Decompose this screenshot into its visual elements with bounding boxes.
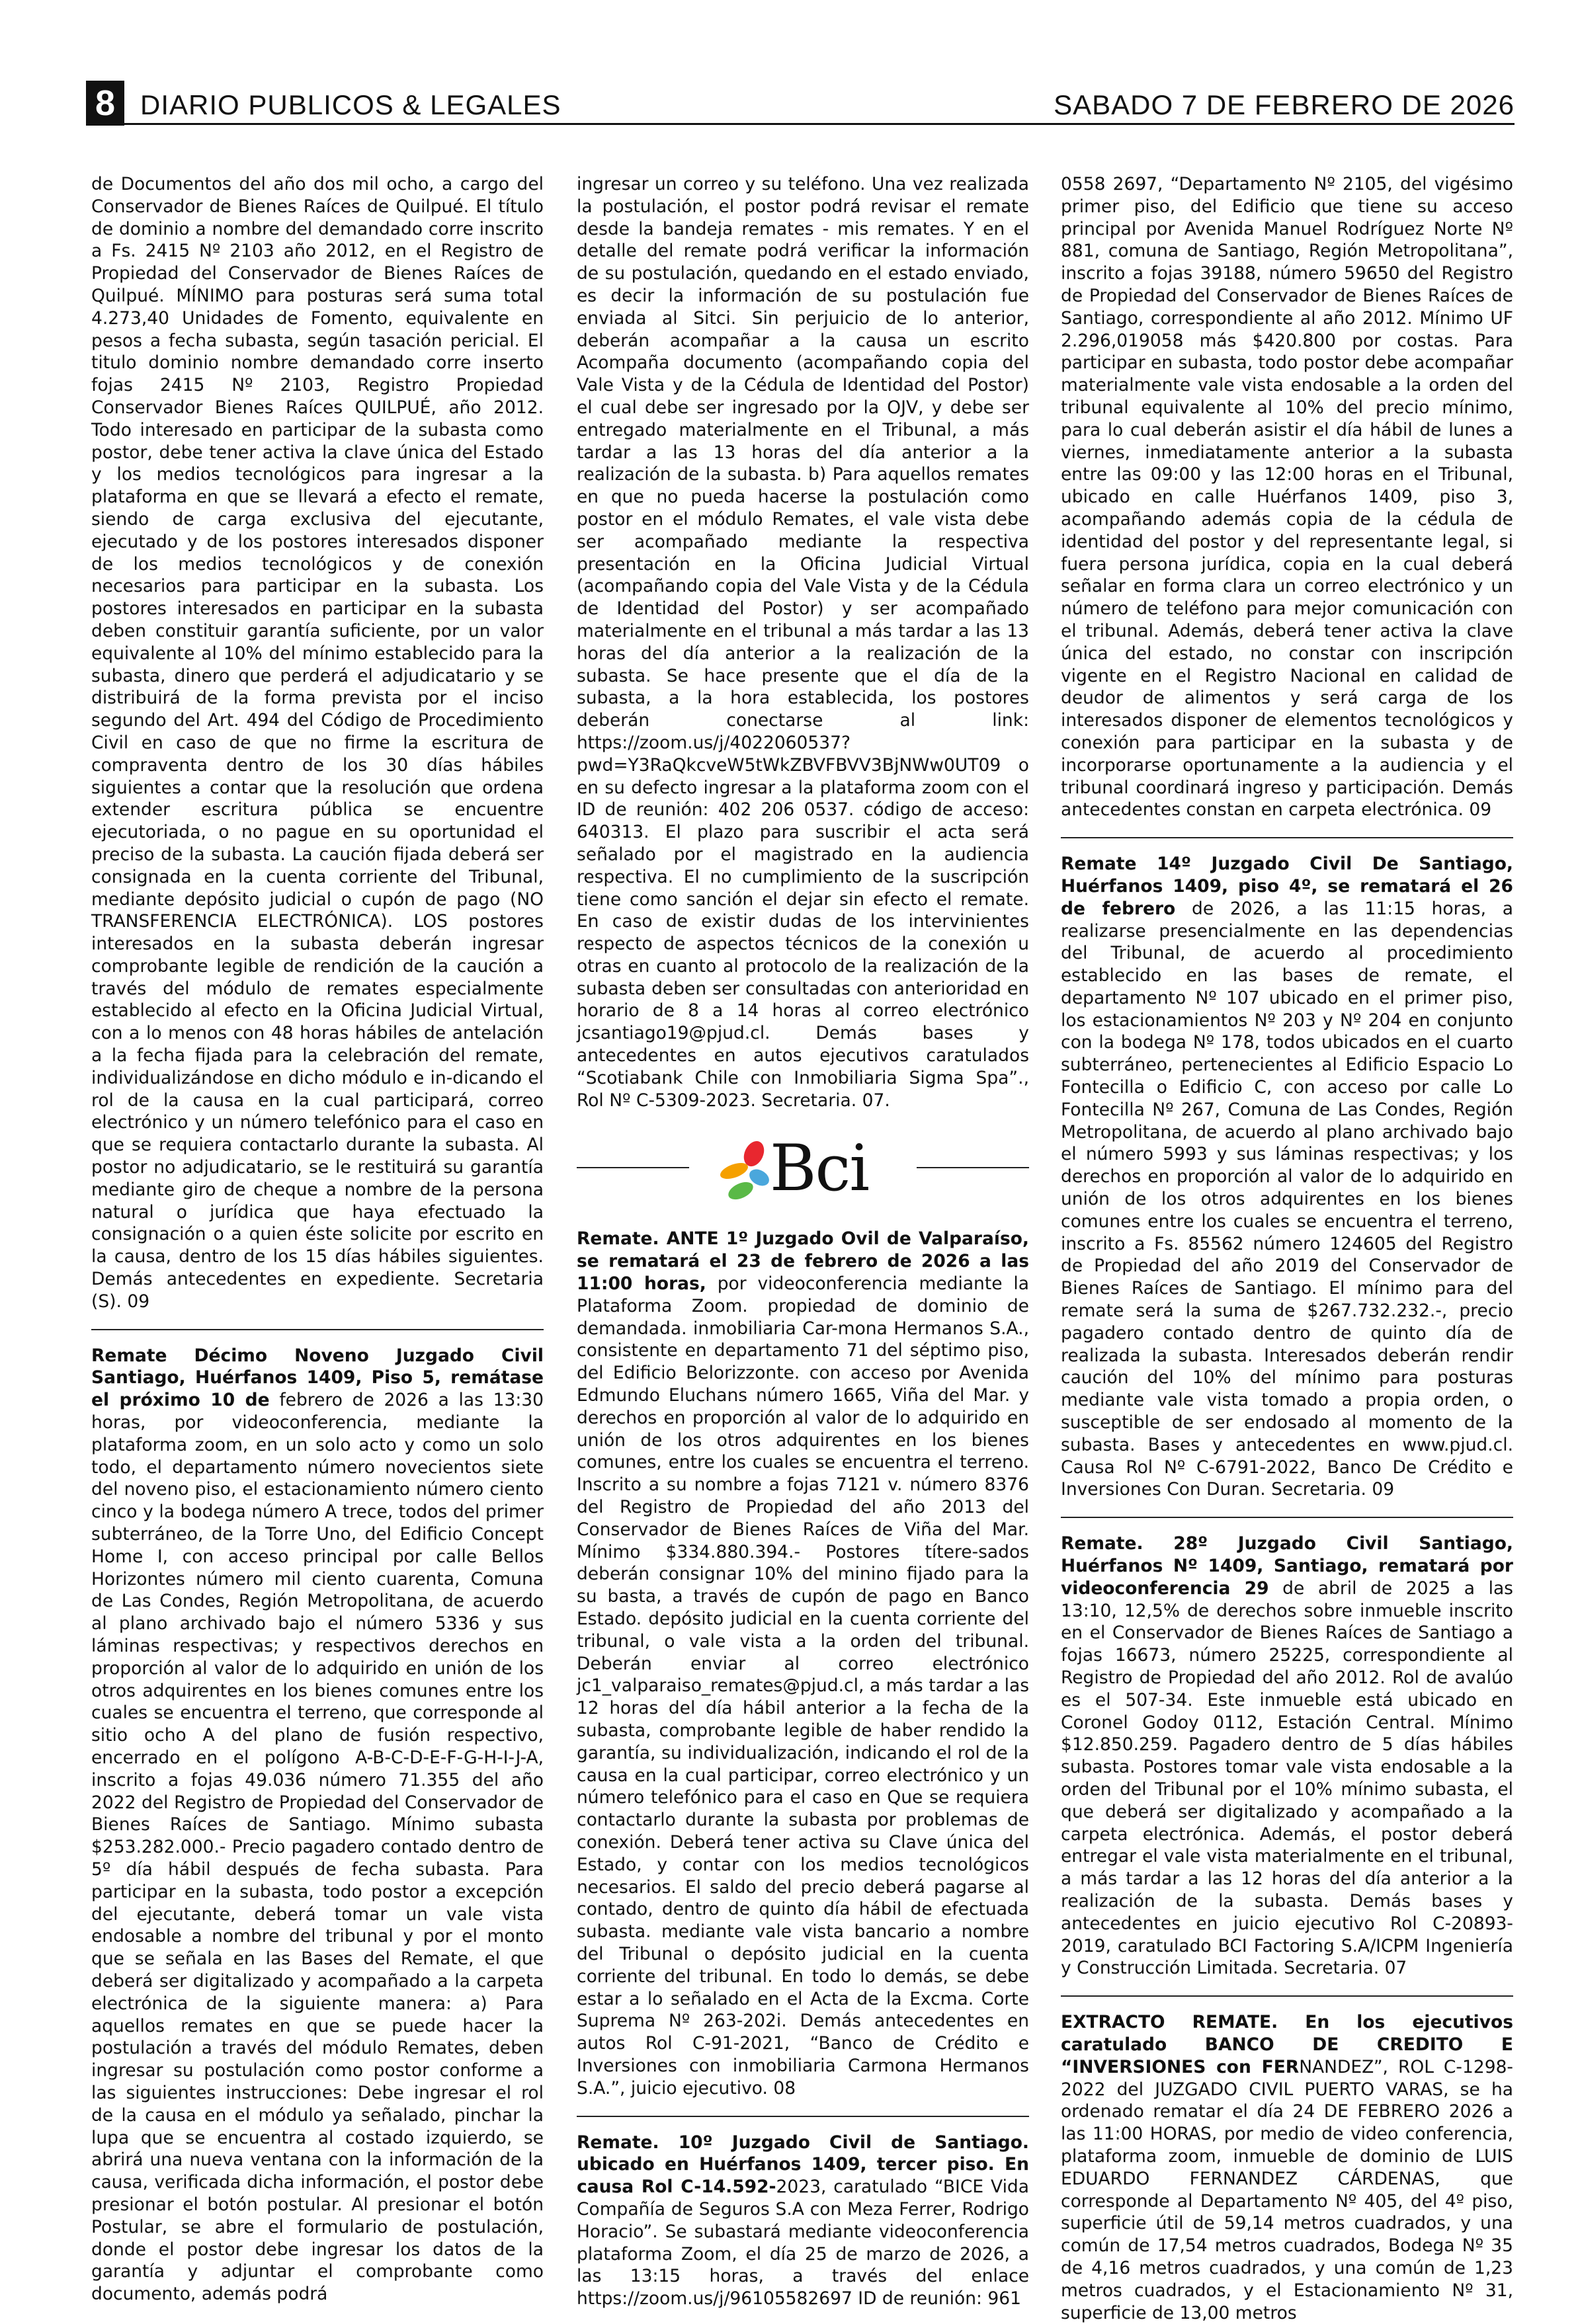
notice-divider bbox=[577, 2116, 1029, 2117]
column-1 bbox=[91, 173, 544, 2305]
notice-heading: Remate Décimo Noveno Juzgado Civil Santiago, Huérfanos 1409, Piso 5, remátase el próximo 10 de bbox=[91, 1345, 544, 1411]
notice-quilpue-continued: de Documentos del año dos mil ocho, a cargo del Conservador de Bienes Raíces de Quilpué. El título de dominio a nombre del demandado corre inscrito a Fs. 2415 Nº 2103 año 2012, en el Registro de Propiedad del Conservador de Bienes Raíces de Quilpué. MÍNIMO para posturas será suma total 4.273,40 Unidades de Fomento, equivalente en pesos a fecha subasta, según tasación pericial. El titulo dominio nombre demandado corre inserto fojas 2415 Nº 2103, Registro Propiedad Conservador Bienes Raíces QUILPUÉ, año 2012. Todo interesado en participar de la subasta como postor, debe tener activa la clave única del Estado y los medios tecnológicos para ingresar a la plataforma en que se llevará a efecto el remate, siendo de carga exclusiva del ejecutante, ejecutado y de los postores interesados disponer de los medios tecnológicos y de conexión necesarios para participar en la subasta. Los postores interesados en participar en la subasta deben constituir garantía suficiente, por un valor equivalente al 10% del mínimo establecido para la subasta, dinero que perderá el adjudicatario y se distribuirá de la forma prevista por el inciso segundo del Art. 494 del Código de Procedimiento Civil en caso de que no firme la escritura de compraventa dentro de los 30 días hábiles siguientes a contar que la resolución que ordena extender escritura pública se encuentre ejecutoriada, o no pague en su oportunidad el preciso de la subasta. La caución fijada deberá ser consignada en la cuenta corriente del Tribunal, mediante depósito judicial o cupón de pago (NO TRANSFERENCIA ELECTRÓNICA). LOS postores interesados en la subasta deberán ingresar comprobante legible de rendición de la caución a través del módulo de remates especialmente establecido al efecto en la Oficina Judicial Virtual, con a lo menos con 48 horas hábiles de antelación a la fecha fijada para la celebración del remate, individualizándose en dicho módulo e in-dicando el rol de la causa en la cual participará, correo electrónico y un número telefónico para el caso en que se requiera contactarlo durante la subasta. Al postor no adjudicatario, se le restituirá su garantía mediante giro de cheque a nombre de la persona natural o jurídica que haya efectuado la consignación o a quien éste solicite por escrito en la causa, dentro de los 15 días hábiles siguientes. Demás antecedentes en expediente. Secretaria (S). 09 bbox=[91, 174, 544, 1312]
logo-rule-left bbox=[577, 1167, 689, 1168]
notice-19-juzgado-santiago bbox=[91, 1345, 544, 2305]
notice-10-juzgado-santiago bbox=[577, 2132, 1029, 2310]
notice-divider bbox=[1061, 1995, 1513, 1997]
logo-rule-right bbox=[917, 1167, 1029, 1168]
bci-logo-text: Bci bbox=[770, 1131, 869, 1206]
notice-heading: Remate. 28º Juzgado Civil Santiago, Huérfanos Nº 1409, Santiago, rematará por videoconferencia 29 bbox=[1061, 1533, 1513, 1599]
notice-28-juzgado-santiago bbox=[1061, 1533, 1513, 1980]
column-2 bbox=[577, 173, 1029, 2309]
bci-mark-icon bbox=[717, 1130, 776, 1207]
notice-body: de 2026, a las 11:15 horas, a realizarse presencialmente en las dependencias del Tribunal, de acuerdo al procedimiento establecido en las bases de remate, el departamento Nº 107 ubicado en el primer piso, los estacionamientos Nº 203 y Nº 204 en conjunto con la bodega Nº 178, todos ubicados en el cuarto subterráneo, pertenecientes al Edificio Espacio Lo Fontecilla o Edificio C, con acceso por calle Lo Fontecilla Nº 267, Comuna de Las Condes, Región Metropolitana, de acuerdo al plano archivado bajo el número 5993 y sus láminas respectivas; y los derechos en proporción al valor de lo adquirido en unión de los otros adquirentes en los bienes comunes entre los cuales se encuentra el terreno, inscrito a Fs. 85562 número 124605 del Registro de Propiedad del año 2019 del Conservador de Bienes Raíces de Santiago. El mínimo para del remate será la suma de $267.732.232.-, precio pagadero contado dentro de quinto día de realizada la subasta. Interesados deberán rendir caución del 10% del mínimo para posturas mediante vale vista tomado a propia orden, o susceptible de ser endosado al momento de la subasta. Bases y antecedentes en www.pjud.cl. Causa Rol Nº C-6791-2022, Banco De Crédito e Inversiones Con Duran. Secretaria. 09 bbox=[1061, 898, 1513, 1500]
notice-14-juzgado-santiago bbox=[1061, 853, 1513, 1501]
notice-heading: Remate. ANTE 1º Juzgado Ovil de Valparaíso, se rematará el 23 de febrero de 2026 a las 11:00 horas, bbox=[577, 1228, 1029, 1295]
notice-divider bbox=[91, 1329, 544, 1330]
page-header bbox=[86, 85, 1515, 125]
page-number: 8 bbox=[86, 81, 124, 126]
bci-ad bbox=[577, 1125, 1029, 1211]
notice-body: febrero de 2026 a las 13:30 horas, por videoconferencia, mediante la plataforma zoom, en un solo acto y como un solo todo, el departamento número novecientos siete del noveno piso, el estacionamiento número ciento cinco y la bodega número A trece, todos del primer subterráneo, de la Torre Uno, del Edificio Concept Home I, con acceso principal por calle Bellos Horizontes número mil ciento cuarenta, Comuna de Las Condes, Región Metropolitana, de acuerdo al plano archivado bajo el número 5336 y sus láminas respectivas; y respectivos derechos en proporción al valor de lo adquirido en unión de los otros adquirentes en los bienes comunes entre los cuales se encuentra el terreno, que corresponde al sitio ocho A del plano de fusión respectivo, encerrado en el polígono A-B-C-D-E-F-G-H-I-J-A, inscrito a fojas 49.036 número 71.355 del año 2022 del Registro de Propiedad del Conservador de Bienes Raíces de Santiago. Mínimo subasta $253.282.000.- Precio pagadero contado dentro de 5º día hábil después de fecha subasta. Para participar en la subasta, todo postor a excepción del ejecutante, deberá tomar un vale vista endosable a nombre del tribunal y por el monto que se señala en las Bases del Remate, el que deberá ser digitalizado y acompañado a la carpeta electrónica de la siguiente manera: a) Para aquellos remates en que se puede hacer la postulación a través del módulo Remates, deben ingresar su postulación como postor conforme a las siguientes instrucciones: Debe ingresar el rol de la causa en el módulo ya señalado, pinchar la lupa que se encuentra al costado izquierdo, se abrirá una nueva ventana con la información de la causa, verificada dicha información, el postor debe presionar el botón postular. Al presionar el botón Postular, se abre el formulario de postulación, donde el postor debe ingresar los datos de la garantía y adjuntar el comprobante como documento, además podrá bbox=[91, 1390, 544, 2305]
notice-bice-continued: 0558 2697, “Departamento Nº 2105, del vigésimo primer piso, del Edificio que tiene su acceso principal por Avenida Manuel Rodríguez Norte Nº 881, comuna de Santiago, Región Metropolitana”, inscrito a fojas 39188, número 59650 del Registro de Propiedad del Conservador de Bienes Raíces de Santiago, correspondiente al año 2012. Mínimo UF 2.296,019058 más $420.800 por costas. Para participar en subasta, todo postor debe acompañar materialmente vale vista endosable a la orden del tribunal equivalente al 10% del precio mínimo, para lo cual deberán asistir el día hábil de lunes a viernes, inmediatamente anterior a la subasta entre las 09:00 y las 12:00 horas en el Tribunal, ubicado en calle Huérfanos 1409, piso 3, acompañando además copia de la cédula de identidad del postor y del representante legal, si fuera persona jurídica, copia en la cual deberá señalar en forma clara un correo electrónico y un número de teléfono para mejor comunicación con el tribunal. Además, deberá tener activa la clave única del estado, no constar con inscripción vigente en el Registro Nacional en calidad de deudor de alimentos y será carga de los interesados disponer de elementos tecnológicos y conexión para participar en la subasta y de incorporarse oportunamente a la audiencia y el tribunal coordinará ingreso y participación. Demás antecedentes constan en carpeta electrónica. 09 bbox=[1061, 174, 1513, 821]
notice-body: por videoconferencia mediante la Plataforma Zoom. propiedad de dominio de demandada. inmobiliaria Car-mona Hermanos S.A., consistente en departamento 71 del séptimo piso, del Edificio Belorizzonte. con acceso por Avenida Edmundo Eluchans número 1665, Viña del Mar. y derechos en proporción al valor de lo adquirido en unión de los otros adquirentes en los bienes comunes, entre los cuales se encuentra el terreno. Inscrito a su nombre a fojas 7121 v. número 8376 del Registro de Propiedad del año 2013 del Conservador de Bienes Raíces de Viña del Mar. Mínimo $334.880.394.- Postores títere-sados deberán consignar 10% del minino fijado para la su basta, a través de cupón de pago en Banco Estado. depósito judicial en la cuenta corriente del tribunal, o vale vista a la orden del tribunal. Deberán enviar al correo electrónico jc1_valparaiso_remates@pjud.cl, a más tardar a las 12 horas del día hábil anterior a la fecha de la subasta, comprobante legible de haber rendido la garantía, su individualización, indicando el rol de la causa en la cual participar, correo electrónico y un número telefónico para el caso en Que se requiera contactarlo durante la subasta por problemas de conexión. Deberá tener activa su Clave única del Estado, y contar con los medios tecnológicos necesarios. El saldo del precio deberá pagarse al contado, dentro de quinto día hábil de efectuada subasta. mediante vale vista bancario a nombre del Tribunal o depósito judicial en la cuenta corriente del tribunal. En todo lo demás, se debe estar a lo señalado en el Acta de la Excma. Corte Suprema Nº 263-202i. Demás antecedentes en autos Rol C-91-2021, “Banco de Crédito e Inversiones con inmobiliaria Carmona Hermanos S.A.”, juicio ejecutivo. 08 bbox=[577, 1273, 1029, 2099]
publication-name: DIARIO PUBLICOS & LEGALES bbox=[140, 89, 561, 120]
notice-body: 2023, caratulado “BICE Vida Compañía de Seguros S.A con Meza Ferrer, Rodrigo Horacio”. Se subastará mediante videoconferencia plataforma Zoom, el día 25 de marzo de 2026, a las 13:15 horas, a través del enlace https://zoom.us/j/96105582697 ID de reunión: 961 bbox=[577, 2177, 1029, 2309]
notice-divider bbox=[1061, 837, 1513, 838]
notice-body: NANDEZ”, ROL C-1298-2022 del JUZGADO CIVIL PUERTO VARAS, se ha ordenado rematar el día 24 DE FEBRERO 2026 a las 11:00 HORAS, por medio de video conferencia, plataforma zoom, inmueble de dominio de LUIS EDUARDO FERNANDEZ CÁRDENAS, que corresponde al Departamento Nº 405, del 4º piso, superficie útil de 59,14 metros cuadrados, y una común de 17,54 metros cuadrados, Bodega Nº 35 de 4,16 metros cuadrados, y una común de 1,23 metros cuadrados, y el Estacionamiento Nº 31, superficie de 13,00 metros bbox=[1061, 2056, 1513, 2323]
bci-logo bbox=[717, 1130, 889, 1207]
notice-body: de abril de 2025 a las 13:10, 12,5% de derechos sobre inmueble inscrito en el Conservador de Bienes Raíces de Santiago a fojas 16673, número 25225, correspondiente al Registro de Propiedad del año 2012. Rol de avalúo es el 507-34. Este inmueble está ubicado en Coronel Godoy 0112, Estación Central. Mínimo $12.850.259. Pagadero dentro de 5 días hábiles subasta. Postores tomar vale vista endosable a la orden del Tribunal por el 10% mínimo subasta, el que deberá ser digitalizado y acompañado a la carpeta electrónica. Además, el postor deberá entregar el vale vista materialmente en el tribunal, a más tardar a las 12 horas del día anterior a la realización de la subasta. Demás bases y antecedentes en juicio ejecutivo Rol C-20893-2019, caratulado BCI Factoring S.A/ICPM Ingeniería y Construcción Limitada. Secretaria. 07 bbox=[1061, 1578, 1513, 1979]
notice-extracto-puerto-varas bbox=[1061, 2011, 1513, 2324]
notice-heading: Remate 14º Juzgado Civil De Santiago, Huérfanos 1409, piso 4º, se rematará el 26 de febrero bbox=[1061, 854, 1513, 919]
column-3 bbox=[1061, 173, 1513, 2323]
notice-scotiabank-continued: ingresar un correo y su teléfono. Una vez realizada la postulación, el postor podrá revisar el remate desde la bandeja remates - mis remates. Y en el detalle del remate podrá verificar la información de su postulación, quedando en el estado enviado, es decir la información de su postulación fue enviada al Sitci. Sin perjuicio de lo anterior, deberán acompañar a la causa un escrito Acompaña documento (acompañando copia del Vale Vista y de la Cédula de Identidad del Postor) el cual debe ser ingresado por la OJV, y debe ser entregado materialmente en el Tribunal, a más tardar a las 13 horas del día anterior a la realización de la subasta. b) Para aquellos remates en que no pueda hacerse la postulación como postor en el módulo Remates, el vale vista debe ser acompañado mediante la respectiva presentación en la Oficina Judicial Virtual (acompañando copia del Vale Vista y de la Cédula de Identidad del Postor) y ser acompañado materialmente en el tribunal a más tardar a las 13 horas del día anterior a la realización de la subasta. Se hace presente que el día de la subasta, a la hora establecida, los postores deberán conectarse al link: https://zoom.us/j/4022060537?pwd=Y3RaQkcveW5tWkZBVFBVV3BjNWw0UT09 o en su defecto ingresar a la plataforma zoom con el ID de reunión: 402 206 0537. código de acceso: 640313. El plazo para suscribir el acta será señalado por el magistrado en la audiencia respectiva. El no cumplimiento de la suscripción tiene como sanción el dejar sin efecto el remate. En caso de existir dudas de los intervinientes respecto de aspectos técnicos de la conexión u otras en cuanto al protocolo de la realización de la subasta deben ser consultadas con anterioridad en horario de 8 a 14 horas al correo electrónico jcsantiago19@pjud.cl. Demás bases y antecedentes en autos ejecutivos caratulados “Scotiabank Chile con Inmobiliaria Sigma Spa”., Rol Nº C-5309-2023. Secretaria. 07. bbox=[577, 174, 1029, 1111]
notice-1-juzgado-valparaiso bbox=[577, 1228, 1029, 2099]
notice-heading: EXTRACTO REMATE. En los ejecutivos caratulado BANCO DE CREDITO E “INVERSIONES con FER bbox=[1061, 2012, 1513, 2077]
publication-date: SABADO 7 DE FEBRERO DE 2026 bbox=[1054, 89, 1515, 120]
notice-divider bbox=[1061, 1517, 1513, 1518]
notice-heading: Remate. 10º Juzgado Civil de Santiago. ubicado en Huérfanos 1409, tercer piso. En causa Rol C-14.592- bbox=[577, 2132, 1029, 2198]
